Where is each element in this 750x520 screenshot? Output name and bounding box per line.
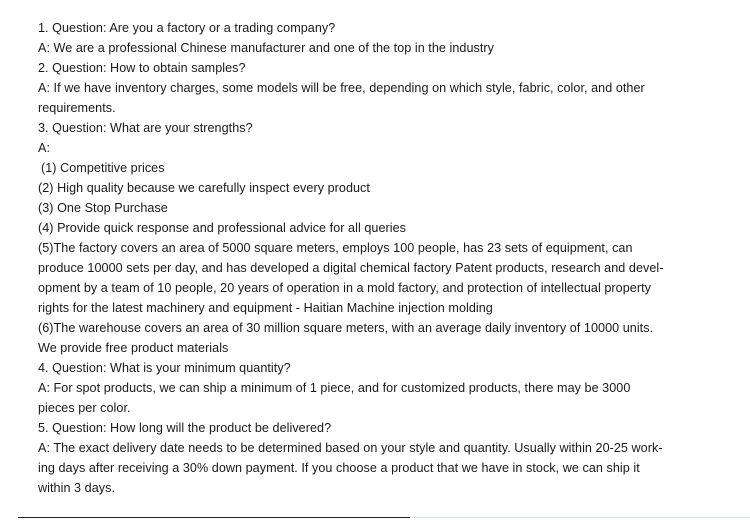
- question-4: 4. Question: What is your minimum quantity?: [38, 361, 291, 375]
- answer-4-line-2: pieces per color.: [38, 401, 131, 415]
- bottom-divider-light: [414, 517, 750, 518]
- answer-1: A: We are a professional Chinese manufacturer and one of the top in the industry: [38, 41, 495, 55]
- answer-3-label: A:: [38, 141, 50, 155]
- answer-5-line-3: within 3 days.: [38, 481, 116, 495]
- strength-4: (4) Provide quick response and professional advice for all queries: [38, 221, 407, 235]
- strength-5-line-2: produce 10000 sets per day, and has developed a digital chemical factory Patent products, research and devel-: [38, 261, 664, 275]
- faq-text-block: [38, 18, 718, 498]
- strength-5-line-4: rights for the latest machinery and equipment - Haitian Machine injection molding: [38, 301, 493, 315]
- strength-6-line-2: We provide free product materials: [38, 341, 229, 355]
- answer-5-line-2: ing days after receiving a 30% down payment. If you choose a product that we have in stock, we can ship it: [38, 461, 640, 475]
- question-3: 3. Question: What are your strengths?: [38, 121, 253, 135]
- question-5: 5. Question: How long will the product be delivered?: [38, 421, 332, 435]
- strength-1: (1) Competitive prices: [41, 161, 165, 175]
- question-1: 1. Question: Are you a factory or a trading company?: [38, 21, 336, 35]
- answer-4-line-1: A: For spot products, we can ship a minimum of 1 piece, and for customized products, there may be 3000: [38, 381, 631, 395]
- strength-5-line-3: opment by a team of 10 people, 20 years of operation in a mold factory, and protection of intellectual property: [38, 281, 651, 295]
- strength-3: (3) One Stop Purchase: [38, 201, 168, 215]
- bottom-divider-dark: [18, 517, 410, 518]
- answer-2-line-1: A: If we have inventory charges, some models will be free, depending on which style, fabric, color, and other: [38, 81, 645, 95]
- strength-6-line-1: (6)The warehouse covers an area of 30 million square meters, with an average daily inventory of 10000 units.: [38, 321, 654, 335]
- answer-5-line-1: A: The exact delivery date needs to be determined based on your style and quantity. Usually within 20-25 work-: [38, 441, 663, 455]
- strength-2: (2) High quality because we carefully inspect every product: [38, 181, 370, 195]
- strength-5-line-1: (5)The factory covers an area of 5000 square meters, employs 100 people, has 23 sets of equipment, can: [38, 241, 633, 255]
- answer-2-line-2: requirements.: [38, 101, 116, 115]
- question-2: 2. Question: How to obtain samples?: [38, 61, 246, 75]
